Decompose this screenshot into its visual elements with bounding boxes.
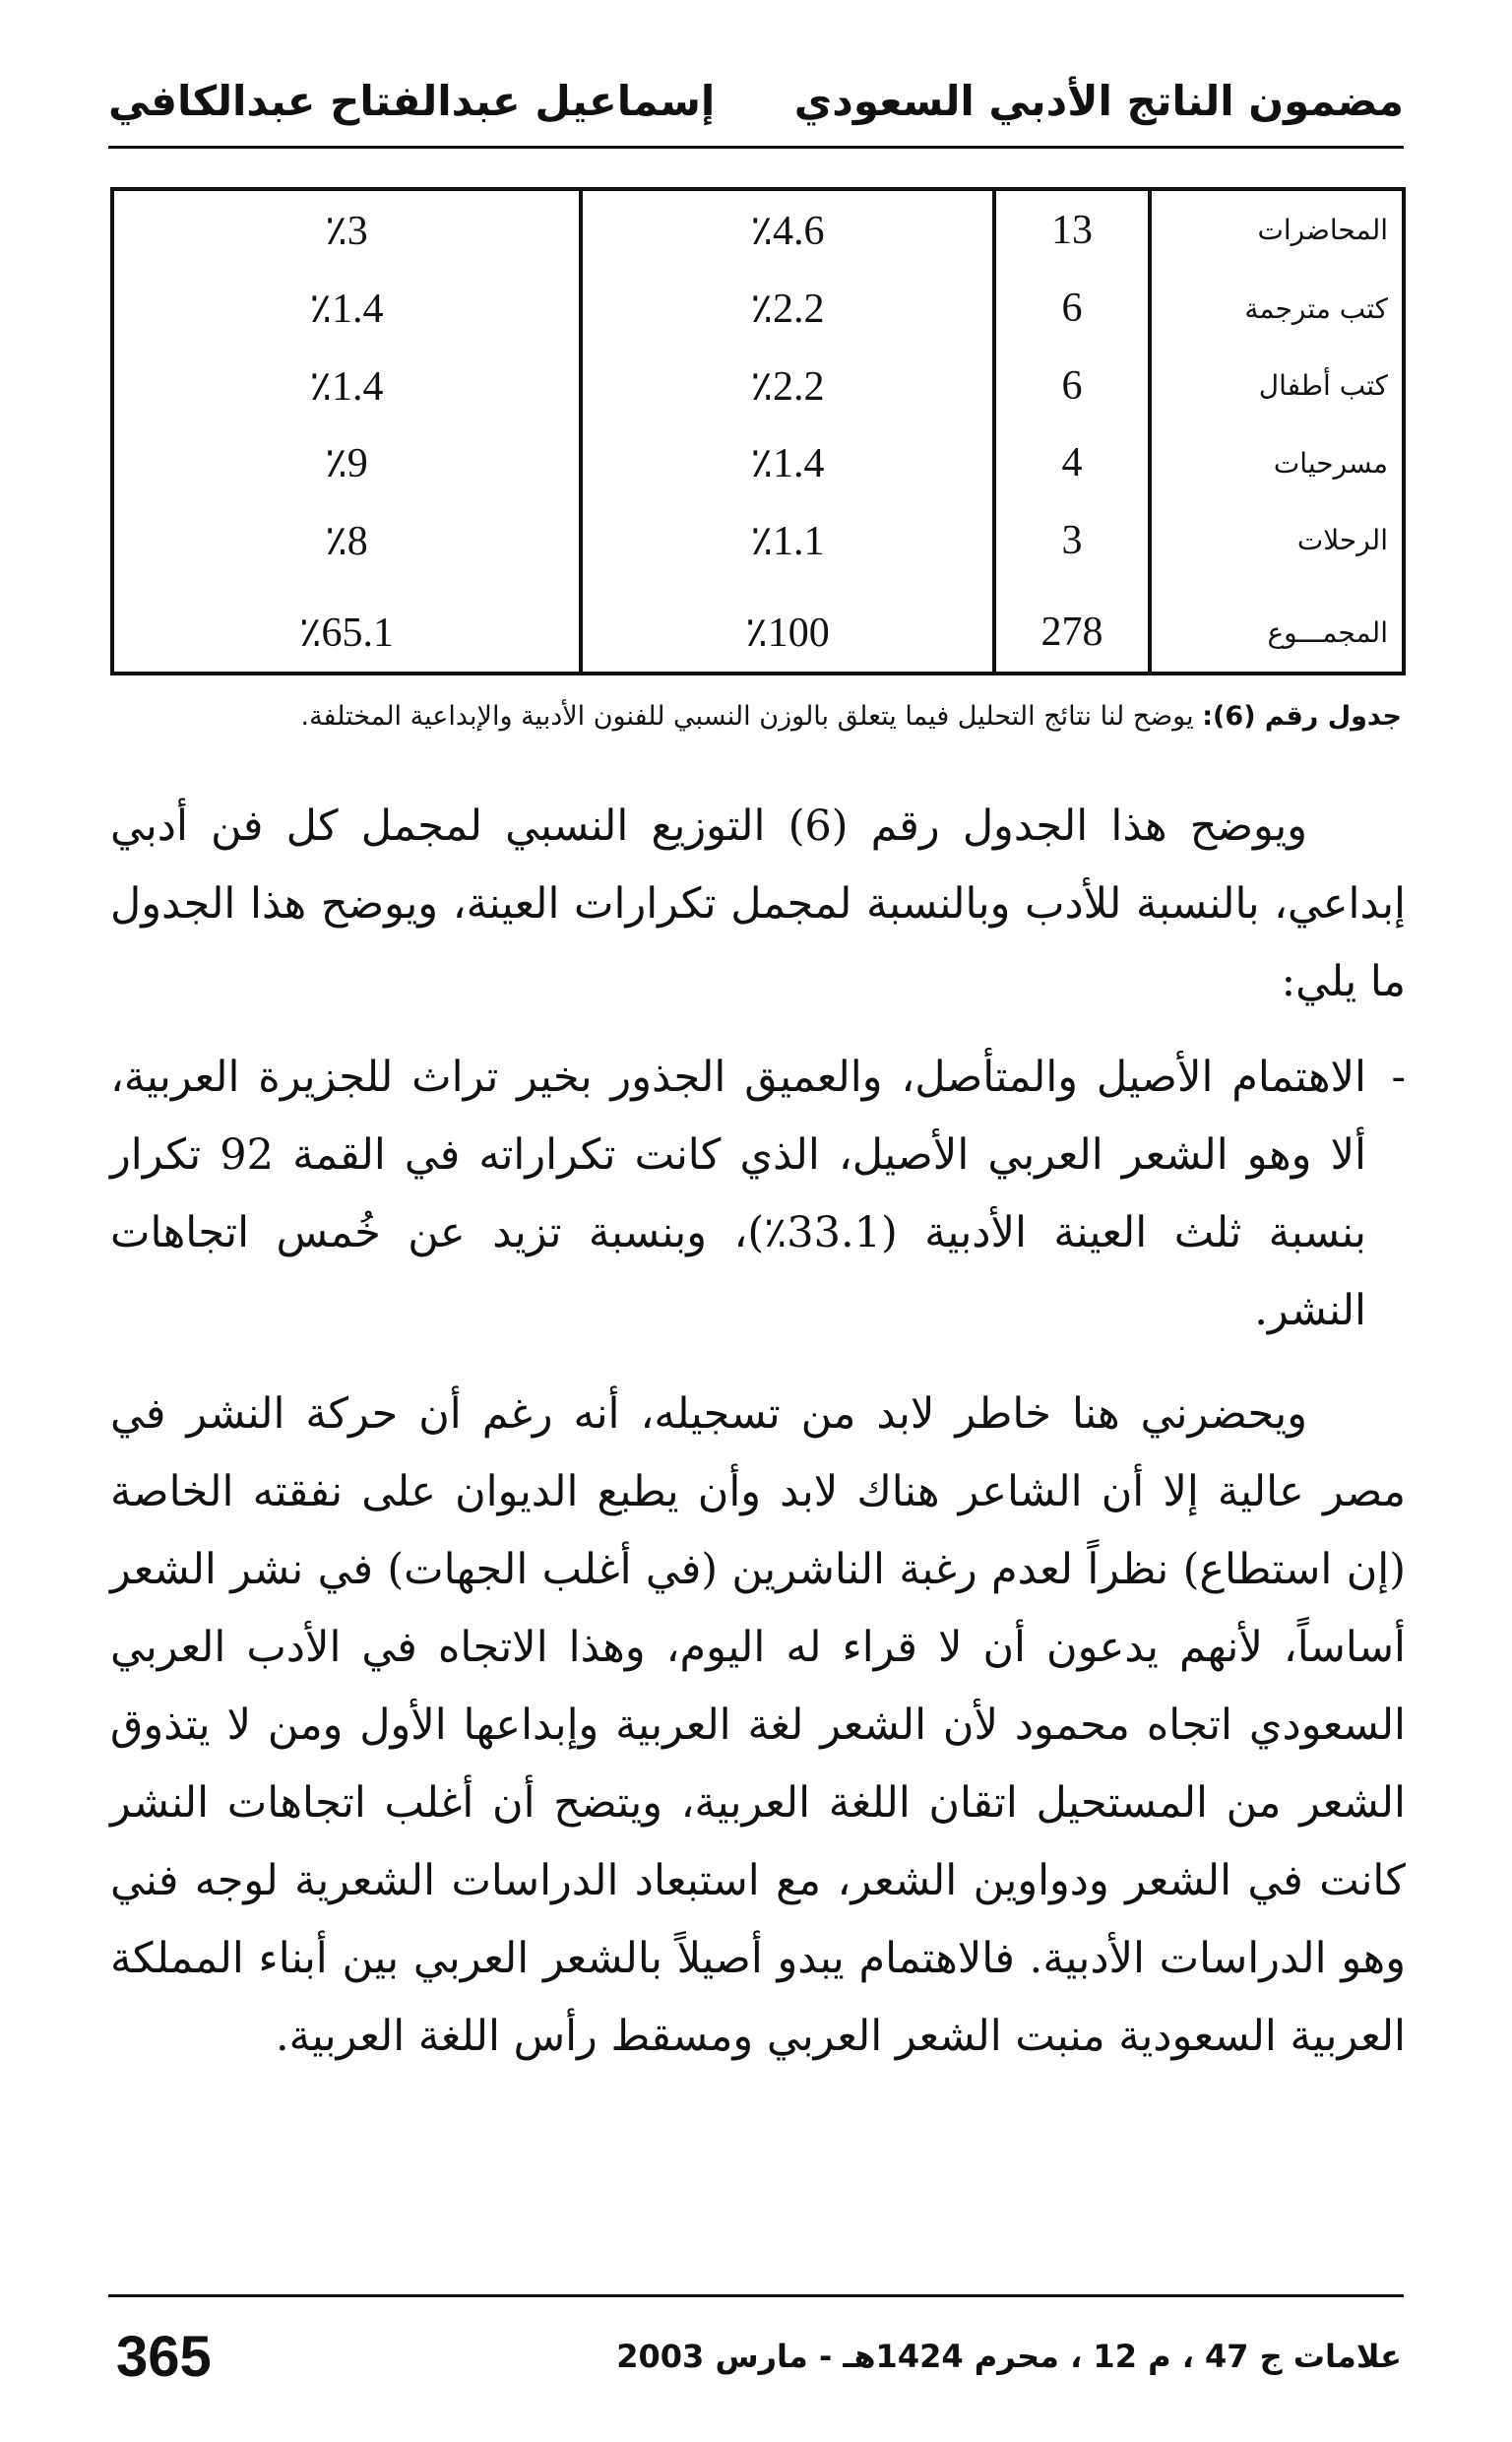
table-total-row — [112, 593, 1404, 674]
row-ratio: ٪1.4 — [309, 287, 384, 333]
table-row — [112, 270, 1404, 348]
row-count: 3 — [994, 502, 1150, 580]
row-weight: ٪4.6 — [581, 189, 994, 270]
row-weight: ٪1.4 — [581, 424, 994, 502]
table-row — [112, 502, 1404, 580]
page-number: 365 — [116, 2324, 212, 2389]
table-caption — [110, 701, 1402, 732]
caption-text: يوضح لنا نتائج التحليل فيما يتعلق بالوزن النسبي للفنون الأدبية والإبداعية المختلفة. — [300, 701, 1194, 732]
row-ratio: ٪9 — [325, 441, 368, 487]
table-spacer-row — [112, 579, 1404, 593]
body-text — [110, 788, 1406, 2076]
total-count: 278 — [994, 593, 1150, 674]
table-row — [112, 189, 1404, 270]
row-ratio: ٪8 — [325, 518, 368, 564]
row-label: مسرحيات — [1150, 424, 1404, 502]
row-count: 6 — [994, 270, 1150, 348]
paragraph: ويحضرني هنا خاطر لابد من تسجيله، أنه رغم أن حركة النشر في مصر عالية إلا أن الشاعر هناك لابد وأن يطبع الديوان على نفقته الخاصة (إن استطاع) نظراً لعدم رغبة الناشرين (في أغلب الجهات) في نشر الشعر أساساً، لأنهم يدعون أن لا قراء له اليوم، وهذا الاتجاه في الأدب العربي السعودي اتجاه محمود لأن الشعر لغة العربية وإبداعها الأول ومن لا يتذوق الشعر من المستحيل اتقان اللغة العربية، ويتضح أن أغلب اتجاهات النشر كانت في الشعر ودواوين الشعر، مع استبعاد الدراسات الشعرية لوجه فني وهو الدراسات الأدبية. فالاهتمام يبدو أصيلاً بالشعر العربي بين أبناء المملكة العربية السعودية منبت الشعر العربي ومسقط رأس اللغة العربية. — [110, 1389, 1406, 2061]
row-weight: ٪2.2 — [581, 270, 994, 348]
table-row — [112, 347, 1404, 424]
data-table — [110, 187, 1406, 675]
caption-lead: جدول رقم (6): — [1202, 701, 1402, 732]
row-label: كتب أطفال — [1150, 347, 1404, 424]
running-head-author: إسماعيل عبدالفتاح عبدالكافي — [108, 76, 716, 125]
row-count: 4 — [994, 424, 1150, 502]
row-label: كتب مترجمة — [1150, 270, 1404, 348]
row-weight: ٪1.1 — [581, 502, 994, 580]
row-ratio: ٪1.4 — [309, 363, 384, 410]
bullet-item — [110, 1039, 1406, 1350]
row-ratio: ٪3 — [325, 208, 368, 254]
running-head-title: مضمون الناتج الأدبي السعودي — [793, 76, 1404, 125]
total-ratio: ٪65.1 — [298, 610, 395, 657]
footer-rule — [108, 2294, 1404, 2297]
bullet-text: الاهتمام الأصيل والمتأصل، والعميق الجذور بخير تراث للجزيرة العربية، ألا وهو الشعر العربي الأصيل، الذي كانت تكراراته في القمة 92 تكرار بنسبة ثلث العينة الأدبية (33.1٪)، وبنسبة تزيد عن خُمس اتجاهات النشر. — [110, 1053, 1367, 1335]
row-label: المحاضرات — [1150, 189, 1404, 270]
header-rule — [108, 146, 1404, 149]
row-count: 6 — [994, 347, 1150, 424]
running-head — [108, 61, 1404, 140]
total-label: المجمـــوع — [1150, 593, 1404, 674]
paragraph: ويوضح هذا الجدول رقم (6) التوزيع النسبي لمجمل كل فن أدبي إبداعي، بالنسبة للأدب وبالنسبة لمجمل تكرارات العينة، ويوضح هذا الجدول ما يلي: — [110, 802, 1406, 1006]
row-label: الرحلات — [1150, 502, 1404, 580]
bullet-dash: - — [1391, 1053, 1406, 1102]
total-weight: ٪100 — [581, 593, 994, 674]
footer — [116, 2322, 1402, 2391]
issue-info: علامات ج 47 ، م 12 ، محرم 1424هـ - مارس 2003 — [616, 2338, 1402, 2375]
row-count: 13 — [994, 189, 1150, 270]
row-weight: ٪2.2 — [581, 347, 994, 424]
table-row — [112, 424, 1404, 502]
